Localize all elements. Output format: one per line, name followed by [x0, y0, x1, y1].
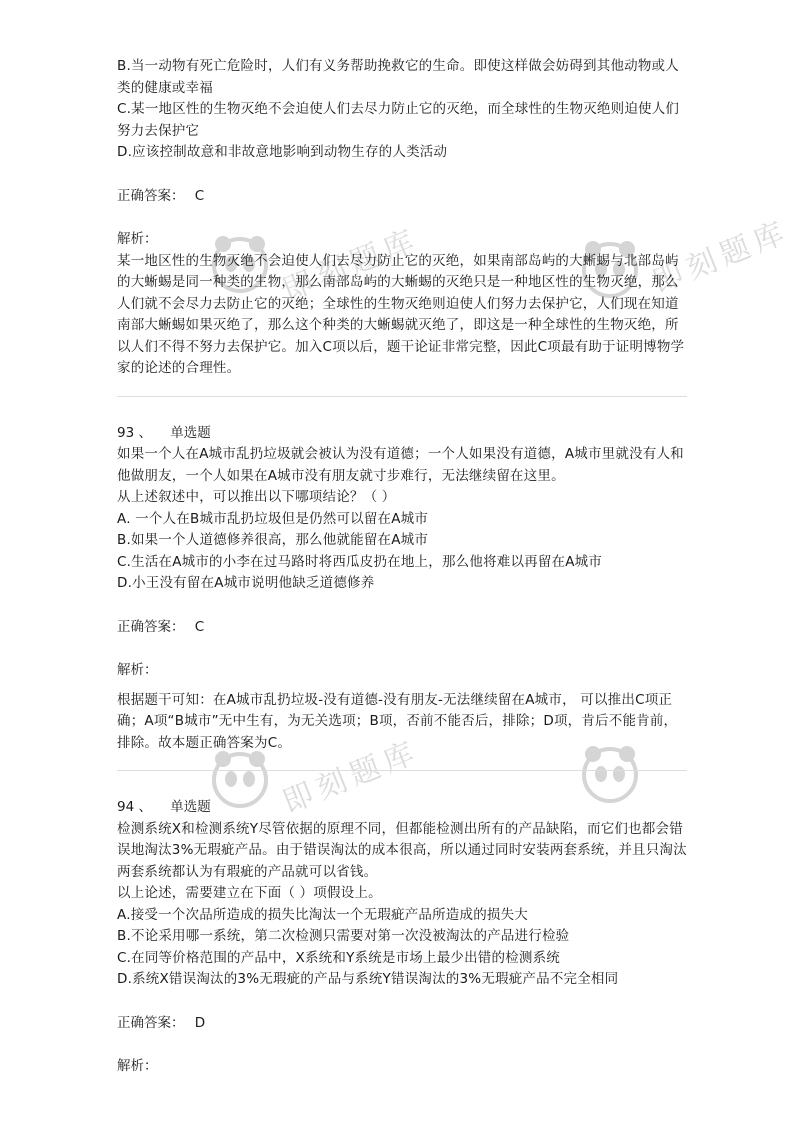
- option-b: B.如果一个人道德修养很高，那么他就能留在A城市: [117, 532, 429, 548]
- answer-label: 正确答案：: [117, 1014, 185, 1031]
- answer-value: C: [194, 618, 205, 635]
- option-d: D.系统X错误淘汰的3%无瑕疵的产品与系统Y错误淘汰的3%无瑕疵产品不完全相同: [117, 971, 619, 987]
- analysis-label: 解析：: [117, 231, 158, 247]
- question-type: 单选题: [170, 799, 211, 815]
- question-number: 94 、: [117, 799, 152, 815]
- analysis-text: 某一地区性的生物灭绝不会迫使人们去尽力防止它的灭绝，如果南部岛屿的大蜥蜴与北部岛屿的大蜥蜴是同一种类的生物，那么南部岛屿的大蜥蜴的灭绝只是一种地区性的生物灭绝，那么人们就不会尽力去防止它的灭绝；全球性的生物灭绝则迫使人们努力去保护它，人们现在知道南部大蜥蜴如果灭绝了，那么这个种类的大蜥蜴就灭绝了，即这是一种全球性的生物灭绝，所以人们不得不努力去保护它。加入C项以后，题干论证非常完整，因此C项最有助于证明博物学家的论述的合理性。: [117, 252, 685, 376]
- option-b: B.不论采用哪一系统，第二次检测只需要对第一次没被淘汰的产品进行检验: [117, 928, 570, 944]
- option-d: D.小王没有留在A城市说明他缺乏道德修养: [117, 575, 375, 591]
- answer-value: D: [194, 1014, 206, 1031]
- analysis-label: 解析：: [117, 1058, 158, 1074]
- option-d: D.应该控制故意和非故意地影响到动物生存的人类活动: [117, 144, 448, 160]
- answer-label: 正确答案：: [117, 187, 185, 204]
- watermark-text-2: 即刻题库: [647, 214, 795, 301]
- question-stem: 如果一个人在A城市乱扔垃圾就会被认为没有道德；一个人如果没有道德，A城市里就没有人和他做朋友，一个人如果在A城市没有朋友就寸步难行，无法继续留在这里。: [117, 446, 684, 484]
- option-a: A. 一个人在B城市乱扔垃圾但是仍然可以留在A城市: [117, 510, 429, 527]
- analysis-label: 解析：: [117, 662, 158, 678]
- answer-line: [117, 1013, 687, 1035]
- question-93-header: [117, 423, 687, 445]
- answer-line: [117, 617, 687, 639]
- question-type: 单选题: [170, 424, 211, 441]
- q92-options: [117, 56, 687, 164]
- option-b: B.当一动物有死亡危险时，人们有义务帮助挽救它的生命。即使这样做会妨碍到其他动物或人类的健康或幸福: [117, 58, 679, 96]
- option-c: C.生活在A城市的小李在过马路时将西瓜皮扔在地上，那么他将难以再留在A城市: [117, 553, 603, 570]
- option-a: A.接受一个次品所造成的损失比淘汰一个无瑕疵产品所造成的损失大: [117, 906, 528, 923]
- question-94-header: [117, 797, 687, 819]
- question-prompt: 从上述叙述中，可以推出以下哪项结论？（ ）: [117, 489, 396, 505]
- option-c: C.某一地区性的生物灭绝不会迫使人们去尽力防止它的灭绝，而全球性的生物灭绝则迫使人们努力去保护它: [117, 101, 680, 139]
- watermark-text-1: 即刻题库: [277, 222, 425, 309]
- watermark-text-3: 即刻题库: [277, 734, 425, 821]
- question-prompt: 以上论述，需要建立在下面（ ）项假设上。: [117, 885, 382, 901]
- document-page: [117, 56, 687, 1078]
- analysis-text: 根据题干可知：在A城市乱扔垃圾-没有道德-没有朋友-无法继续留在A城市， 可以推出C项正确；A项“B城市”无中生有，为无关选项；B项，否前不能否后，排除；D项，肯后不能肯前，排除。故本题正确答案为C。: [117, 691, 678, 751]
- question-number: 93 、: [117, 424, 152, 441]
- answer-value: C: [194, 187, 205, 204]
- answer-line: [117, 186, 687, 208]
- question-stem: 检测系统X和检测系统Y尽管依据的原理不同，但都能检测出所有的产品缺陷，而它们也都会错误地淘汰3%无瑕疵产品。由于错误淘汰的成本很高，所以通过同时安装两套系统，并且只淘汰两套系统都认为有瑕疵的产品就可以省钱。: [117, 820, 687, 880]
- answer-label: 正确答案：: [117, 618, 185, 635]
- option-c: C.在同等价格范围的产品中，X系统和Y系统是市场上最少出错的检测系统: [117, 949, 561, 966]
